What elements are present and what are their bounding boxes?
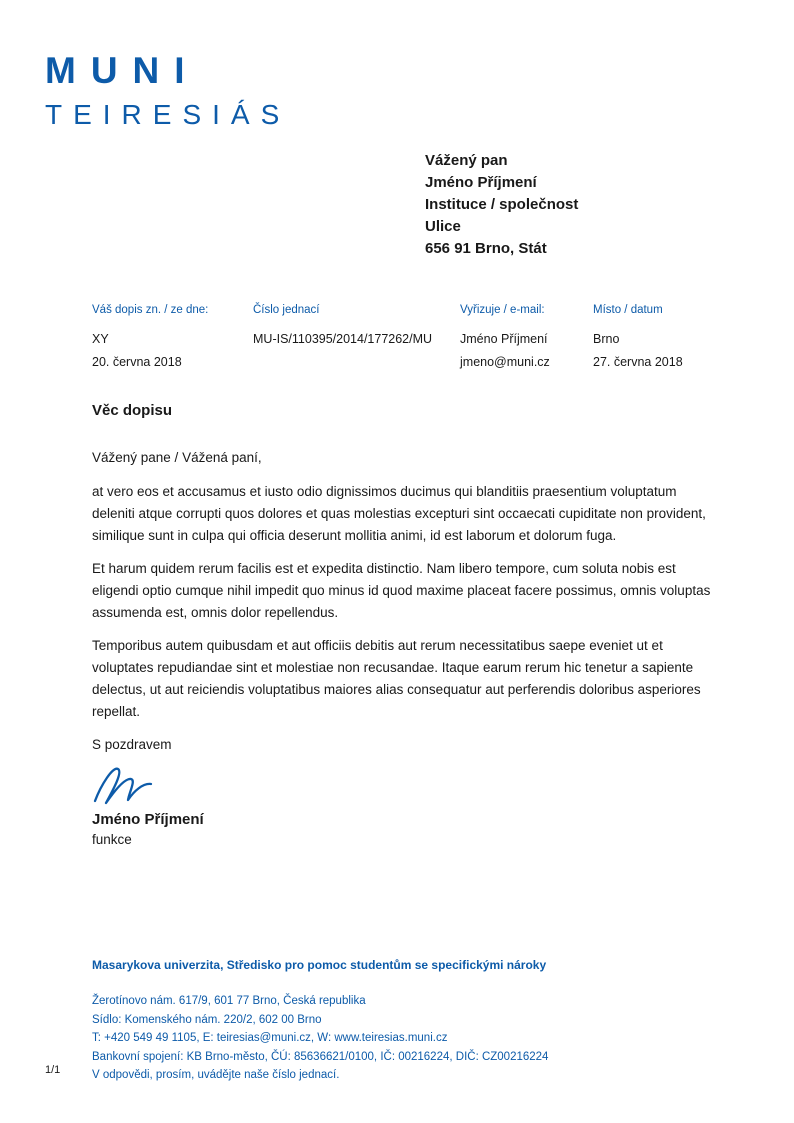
footer-address-line: Žerotínovo nám. 617/9, 601 77 Brno, Česká republika (92, 995, 366, 1007)
footer-org-name: Masarykova univerzita, Středisko pro pomoc studentům se specifickými nároky (92, 958, 547, 972)
recipient-address (425, 150, 578, 260)
meta-col-handler-email (460, 303, 593, 374)
meta-label: Místo / datum (593, 304, 663, 316)
signature-scribble-icon (90, 762, 174, 808)
logo-teiresias-text: TEIRESIÁS (45, 99, 291, 130)
recipient-line: Jméno Příjmení (425, 174, 537, 191)
meta-value: jmeno@muni.cz (460, 355, 550, 369)
recipient-line: Instituce / společnost (425, 196, 579, 213)
meta-row (92, 303, 732, 374)
letter-paragraph: Temporibus autem quibusdam et aut officiis debitis aut rerum necessitatibus saepe eveniet ut et voluptates repudiandae sint et molestiae non recusandae. Itaque earum rerum hic tenetur a sapiente delectus, ut aut reiciendis voluptatibus maiores alias consequatur aut perferendis doloribus asperiores repellat. (92, 638, 701, 719)
letter-closing: S pozdravem (92, 737, 172, 752)
meta-value: XY (92, 332, 109, 346)
footer-bank-line: Bankovní spojení: KB Brno-město, ČÚ: 85636621/0100, IČ: 00216224, DIČ: CZ00216224 (92, 1050, 549, 1063)
meta-value: 27. června 2018 (593, 355, 683, 369)
letter-body (92, 402, 712, 850)
footer-note-line: V odpovědi, prosím, uvádějte naše číslo jednací. (92, 1069, 340, 1081)
letter-salutation: Vážený pane / Vážená paní, (92, 450, 262, 465)
letter-subject: Věc dopisu (92, 402, 173, 419)
meta-col-file-number (253, 303, 460, 374)
meta-col-place-date (593, 303, 723, 374)
signatory-name: Jméno Příjmení (92, 811, 204, 828)
page-number: 1/1 (45, 1064, 61, 1076)
meta-label: Váš dopis zn. / ze dne: (92, 304, 209, 316)
meta-value: Brno (593, 332, 620, 346)
letter-paragraph: Et harum quidem rerum facilis est et expedita distinctio. Nam libero tempore, cum soluta nobis est eligendi optio cumque nihil impedit quo minus id quod maxime placeat facere possimus, omnis voluptas assumenda est, omnis dolor repellendus. (92, 561, 711, 620)
muni-logo (45, 52, 290, 129)
logo-muni-text: MUNI (45, 50, 200, 91)
meta-value: Jméno Příjmení (460, 332, 548, 346)
meta-col-your-reference (92, 303, 253, 374)
meta-label: Číslo jednací (253, 304, 320, 316)
meta-value: 20. června 2018 (92, 355, 182, 369)
recipient-line: Vážený pan (425, 152, 508, 169)
meta-value: MU-IS/110395/2014/177262/MU (253, 332, 433, 346)
meta-label: Vyřizuje / e-mail: (460, 304, 545, 316)
signatory-role: funkce (92, 832, 132, 847)
footer-contact-line: T: +420 549 49 1105, E: teiresias@muni.cz, W: www.teiresias.muni.cz (92, 1032, 448, 1044)
footer (92, 957, 548, 1085)
footer-seat-line: Sídlo: Komenského nám. 220/2, 602 00 Brno (92, 1013, 322, 1026)
letter-paragraph: at vero eos et accusamus et iusto odio dignissimos ducimus qui blanditiis praesentium voluptatum deleniti atque corrupti quos dolores et quas molestias excepturi sint occaecati cupiditate non provident, similique sunt in culpa qui officia deserunt mollitia animi, id est laborum et dolorum fuga. (92, 484, 706, 543)
recipient-line: 656 91 Brno, Stát (425, 240, 547, 257)
recipient-line: Ulice (425, 218, 461, 235)
